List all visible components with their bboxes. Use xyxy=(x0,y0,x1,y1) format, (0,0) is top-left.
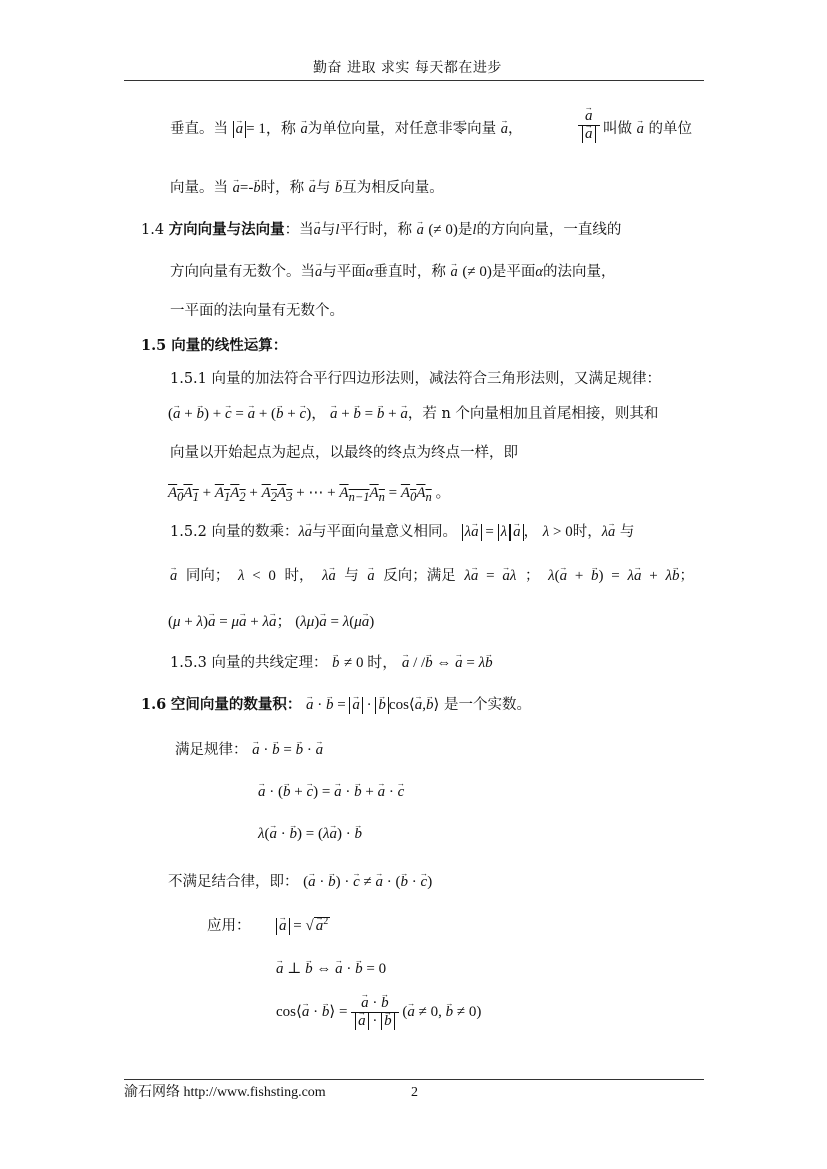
text: 是 xyxy=(457,222,473,238)
page-number: 2 xyxy=(411,1085,418,1100)
text: 向量的加法符合平行四边形法则，减法符合三角形法则，又满足规律： xyxy=(211,371,662,387)
text: 的方向向量，一直线的 xyxy=(476,222,622,238)
text: ： xyxy=(286,696,302,713)
section-title: 方向向量与法向量 xyxy=(168,221,285,238)
apply-label xyxy=(207,918,251,935)
header-rule xyxy=(124,80,704,81)
text: 同向； xyxy=(185,568,230,584)
text: 时， xyxy=(572,524,602,540)
subsection-number: 1.5.3 xyxy=(170,655,207,671)
text: ≠ 0 时， xyxy=(343,655,398,671)
section-title: 向量的线性运算： xyxy=(171,337,288,354)
text: 为单位向量，对任意非零向量 xyxy=(307,121,497,137)
text: ； xyxy=(276,612,292,630)
addition-laws: (→ a + → b) + → c = → a + (→ b + → c)， → a + → b = → b + → a，若 n 个向量相加且首尾相接，则其和 xyxy=(168,406,658,423)
text: 与 xyxy=(619,524,635,540)
section-number: 1.6 xyxy=(141,696,167,713)
text: 的单位 xyxy=(648,121,692,137)
section-1-5-3: 1.5.3 向量的共线定理： → b ≠ 0 时， → a / /→ b ⇔ → a = λ→ b xyxy=(170,655,493,672)
text: 与 xyxy=(320,222,336,238)
perpendicular-formula: → a ⊥ → b ⇔ → a · → b = 0 xyxy=(276,961,386,978)
text: 反向；满足 xyxy=(383,568,456,584)
norm-formula: → a = √→ $a^2$ xyxy=(276,916,330,935)
text: 垂直时，称 xyxy=(373,264,446,280)
text: 时， xyxy=(284,568,314,584)
abs-a: → a xyxy=(233,121,247,138)
text: 向量的数乘： xyxy=(211,524,299,540)
not-associative: 不满足结合律，即： (→ a · → b) · → c ≠ → a · (→ b · → c) xyxy=(168,874,432,891)
section-title: 空间向量的数量积 xyxy=(170,696,287,713)
text: 互为相反向量。 xyxy=(342,180,444,196)
footer-rule xyxy=(124,1079,704,1080)
subsection-number: 1.5.2 xyxy=(170,524,207,540)
label: 应用： xyxy=(207,918,251,934)
satisfy-laws: 满足规律： → a · → b = → b · → a xyxy=(175,742,323,759)
section-1-5-1 xyxy=(170,371,661,388)
section-1-4: 1.4 方向向量与法向量：当→ a与l平行时，称 → a (≠ 0)是l的方向向量，一直线的 xyxy=(141,222,621,239)
subsection-number: 1.5.1 xyxy=(170,371,207,387)
unit-vector-line xyxy=(170,121,523,138)
text: 垂直。当 xyxy=(170,121,228,137)
vec-a: → a xyxy=(501,121,508,138)
text: 与平面向量意义相同。 xyxy=(312,524,458,540)
opposite-vector-line: 向量。当 → a=-→ b时，称 → a与 → b互为相反向量。 xyxy=(170,180,444,197)
text: 向量。当 xyxy=(170,180,228,196)
scalar-dot-law: λ(→ a · → b) = (λ→ a) · → b xyxy=(258,826,362,843)
text: 向量以开始起点为起点，以最终的终点为终点一样，即 xyxy=(170,445,518,461)
text: ； xyxy=(679,568,694,584)
distributive-law: → a · (→ b + → c) = → a · → b + → a · → c xyxy=(258,784,404,801)
text: 与平面 xyxy=(322,264,366,280)
section-1-5-1-line3 xyxy=(170,445,518,462)
vec-a: → a xyxy=(300,121,307,138)
text: ， xyxy=(523,524,539,540)
text: 不满足结合律，即： xyxy=(168,874,299,890)
fraction: → a → a xyxy=(578,108,600,144)
section-1-5-2: 1.5.2 向量的数乘：λ→ a与平面向量意义相同。 λ→ a = λ→ a ， λ > 0时，λ→ a 与 xyxy=(170,524,634,541)
text: 一平面的法向量有无数个。 xyxy=(170,303,344,319)
text: (≠ 0) xyxy=(428,222,458,238)
text: 平行时，称 xyxy=(339,222,412,238)
text: 的法向量， xyxy=(542,264,616,280)
chain-sum-formula: $A_0A_1 + A_1A_2 + A_2A_3$ + ⋯ + $A_{n-1}A_n = A_0A_n$ 。 xyxy=(168,483,451,504)
fraction: → a · → b → a · → b xyxy=(351,995,399,1031)
scalar-laws: (μ + λ)→ a = μ→ a + λ→ a； (λμ)→ a = λ(μ→ a) xyxy=(168,613,374,631)
text: 方向向量有无数个。当 xyxy=(170,264,315,280)
text: 。 xyxy=(435,483,451,501)
text: ， xyxy=(508,121,523,137)
section-1-5-2-line2: → a 同向； λ < 0 时， λ→ a 与 → a 反向；满足 λ→ a = → aλ ； λ(→ a + → b) = λ→ a + λ→ b； xyxy=(170,568,694,585)
text: ：当 xyxy=(284,222,314,238)
section-1-5 xyxy=(141,338,287,355)
text: =- xyxy=(239,180,254,196)
page-header: 勤奋 进取 求实 每天都在进步 xyxy=(313,60,502,76)
text: = 1，称 xyxy=(246,121,296,137)
text: 与 xyxy=(315,180,331,196)
text: 叫做 xyxy=(603,121,632,137)
text: ，若 n 个向量相加且首尾相接，则其和 xyxy=(407,406,659,422)
text: 是平面 xyxy=(491,264,536,280)
vec-a: → a xyxy=(637,121,644,138)
section-number: 1.5 xyxy=(141,337,167,354)
text: 时，称 xyxy=(260,180,305,196)
unit-vector-tail xyxy=(603,121,692,138)
text: 向量的共线定理： xyxy=(211,655,328,671)
section-1-4-line2: 方向向量有无数个。当→ a与平面α垂直时，称 → a (≠ 0)是平面α的法向量， xyxy=(170,264,615,281)
section-number: 1.4 xyxy=(141,222,165,238)
section-1-4-line3 xyxy=(170,303,344,320)
label: 满足规律： xyxy=(175,742,248,758)
text: 与 xyxy=(344,568,359,584)
section-1-6: 1.6 空间向量的数量积： → a · → b = → a · → b cos⟨→ a,→ b⟩ 是一个实数。 xyxy=(141,697,531,714)
footer-site: 渝石网络 http://www.fishsting.com xyxy=(124,1085,326,1100)
unit-vector-fraction xyxy=(578,108,600,144)
cosine-formula: cos⟨→ a · → b⟩ = → a · → b → a · → b (→ a ≠ 0, → b ≠ 0) xyxy=(276,995,481,1031)
text: ； xyxy=(524,568,540,584)
text: 是一个实数。 xyxy=(444,697,531,713)
text: (≠ 0) xyxy=(462,264,492,280)
